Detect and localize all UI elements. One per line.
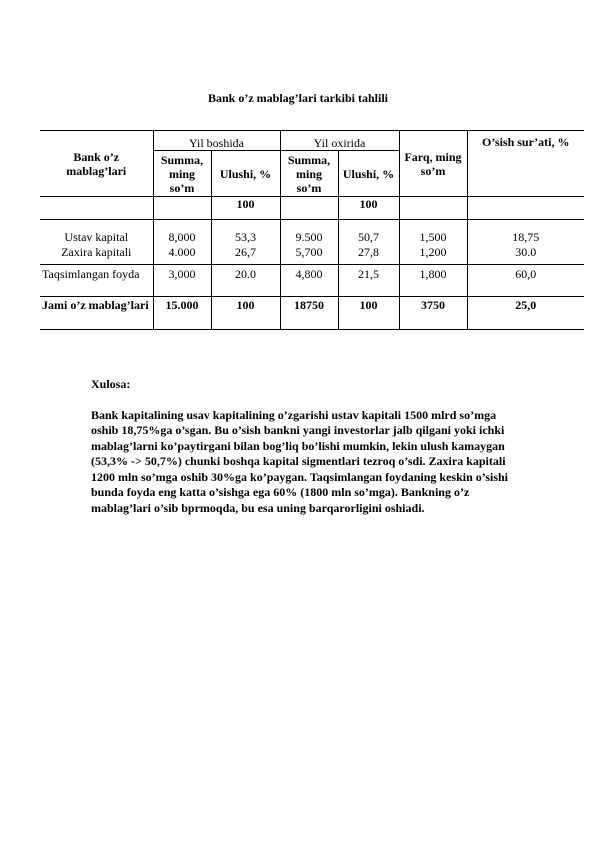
row-growth: 18,75	[512, 230, 540, 244]
header-share-end: Ulushi, %	[338, 151, 399, 197]
row-share-start: 100	[211, 297, 280, 330]
header-share-start: Ulushi, %	[211, 151, 280, 197]
spacer-row	[40, 220, 584, 230]
header-sum-end: Summa, ming so’m	[280, 151, 338, 197]
table-row	[40, 245, 584, 265]
header-item: Bank o’z mablag’lari	[40, 131, 153, 197]
row-diff: 3750	[399, 297, 467, 330]
conclusion-section	[91, 377, 511, 516]
row-diff: 1,200	[399, 245, 467, 265]
total-share-row	[40, 197, 584, 220]
header-row-1	[40, 131, 584, 151]
conclusion-heading: Xulosa:	[91, 377, 131, 391]
row-sum-end: 18750	[280, 297, 338, 330]
total-row	[40, 297, 584, 330]
capital-structure-table	[40, 130, 584, 330]
conclusion-text: Bank kapitalining usav kapitalining o’zgarishi ustav kapitali 1500 mlrd so’mga oshib 18,75%ga o’sgan. Bu o’sish bankni yangi investorlar jalb qilgani yoki ichki mablag’larni ko’paytirgani bilan bog’liq bo’lishi mumkin, lekin ulush kamaygan (53,3% -> 50,7%) chunki boshqa kapital sigmentlari tezroq o’sdi. Zaxira kapitali 1200 mln so’mga oshib 30%ga ko’paygan. Taqsimlangan foydaning keskin o’sishi bunda foyda eng katta o’sishga ega 60% (1800 mln so’mga). Bankning o’z mablag’lari o’sib bprmoqda, bu esa uning barqarorligini oshiadi.	[91, 407, 509, 515]
row-share-end: 27,8	[338, 245, 399, 265]
row-name: Zaxira kapitali	[40, 245, 153, 265]
row-sum-start: 4.000	[153, 245, 211, 265]
row-share-end: 21,5	[338, 265, 399, 297]
empty-cell	[399, 197, 467, 220]
row-name: Ustav kapital	[40, 230, 153, 245]
header-diff: Farq, ming so’m	[399, 131, 467, 197]
row-growth: 60,0	[467, 265, 584, 297]
row-name: Jami o’z mablag’lari	[40, 297, 153, 330]
row-growth: 25,0	[467, 297, 584, 330]
empty-cell	[40, 197, 153, 220]
row-share-start: 53,3	[211, 230, 280, 245]
row-growth: 30.0	[467, 245, 584, 265]
total-share-end: 100	[338, 197, 399, 220]
row-share-end: 50,7	[338, 230, 399, 245]
row-sum-start: 3,000	[153, 265, 211, 297]
empty-cell	[153, 197, 211, 220]
row-share-start: 26,7	[211, 245, 280, 265]
table-row	[40, 265, 584, 297]
row-share-start: 20.0	[211, 265, 280, 297]
row-diff: 1,800	[399, 265, 467, 297]
header-sum-start: Summa, ming so’m	[153, 151, 211, 197]
row-diff: 1,500	[399, 230, 467, 245]
empty-cell	[280, 197, 338, 220]
header-group-end: Yil oxirida	[280, 131, 399, 151]
header-growth: O’sish sur’ati, %	[467, 131, 584, 197]
empty-cell	[467, 197, 584, 220]
header-group-start: Yil boshida	[153, 131, 280, 151]
row-sum-end: 5,700	[280, 245, 338, 265]
page-title: Bank o’z mablag’lari tarkibi tahlili	[207, 91, 388, 105]
total-share-start: 100	[211, 197, 280, 220]
row-share-end: 100	[338, 297, 399, 330]
row-sum-start: 8,000	[153, 230, 211, 245]
table-row	[40, 230, 584, 245]
row-name: Taqsimlangan foyda	[40, 265, 153, 297]
row-sum-start: 15.000	[153, 297, 211, 330]
row-sum-end: 9.500	[280, 230, 338, 245]
row-sum-end: 4,800	[280, 265, 338, 297]
